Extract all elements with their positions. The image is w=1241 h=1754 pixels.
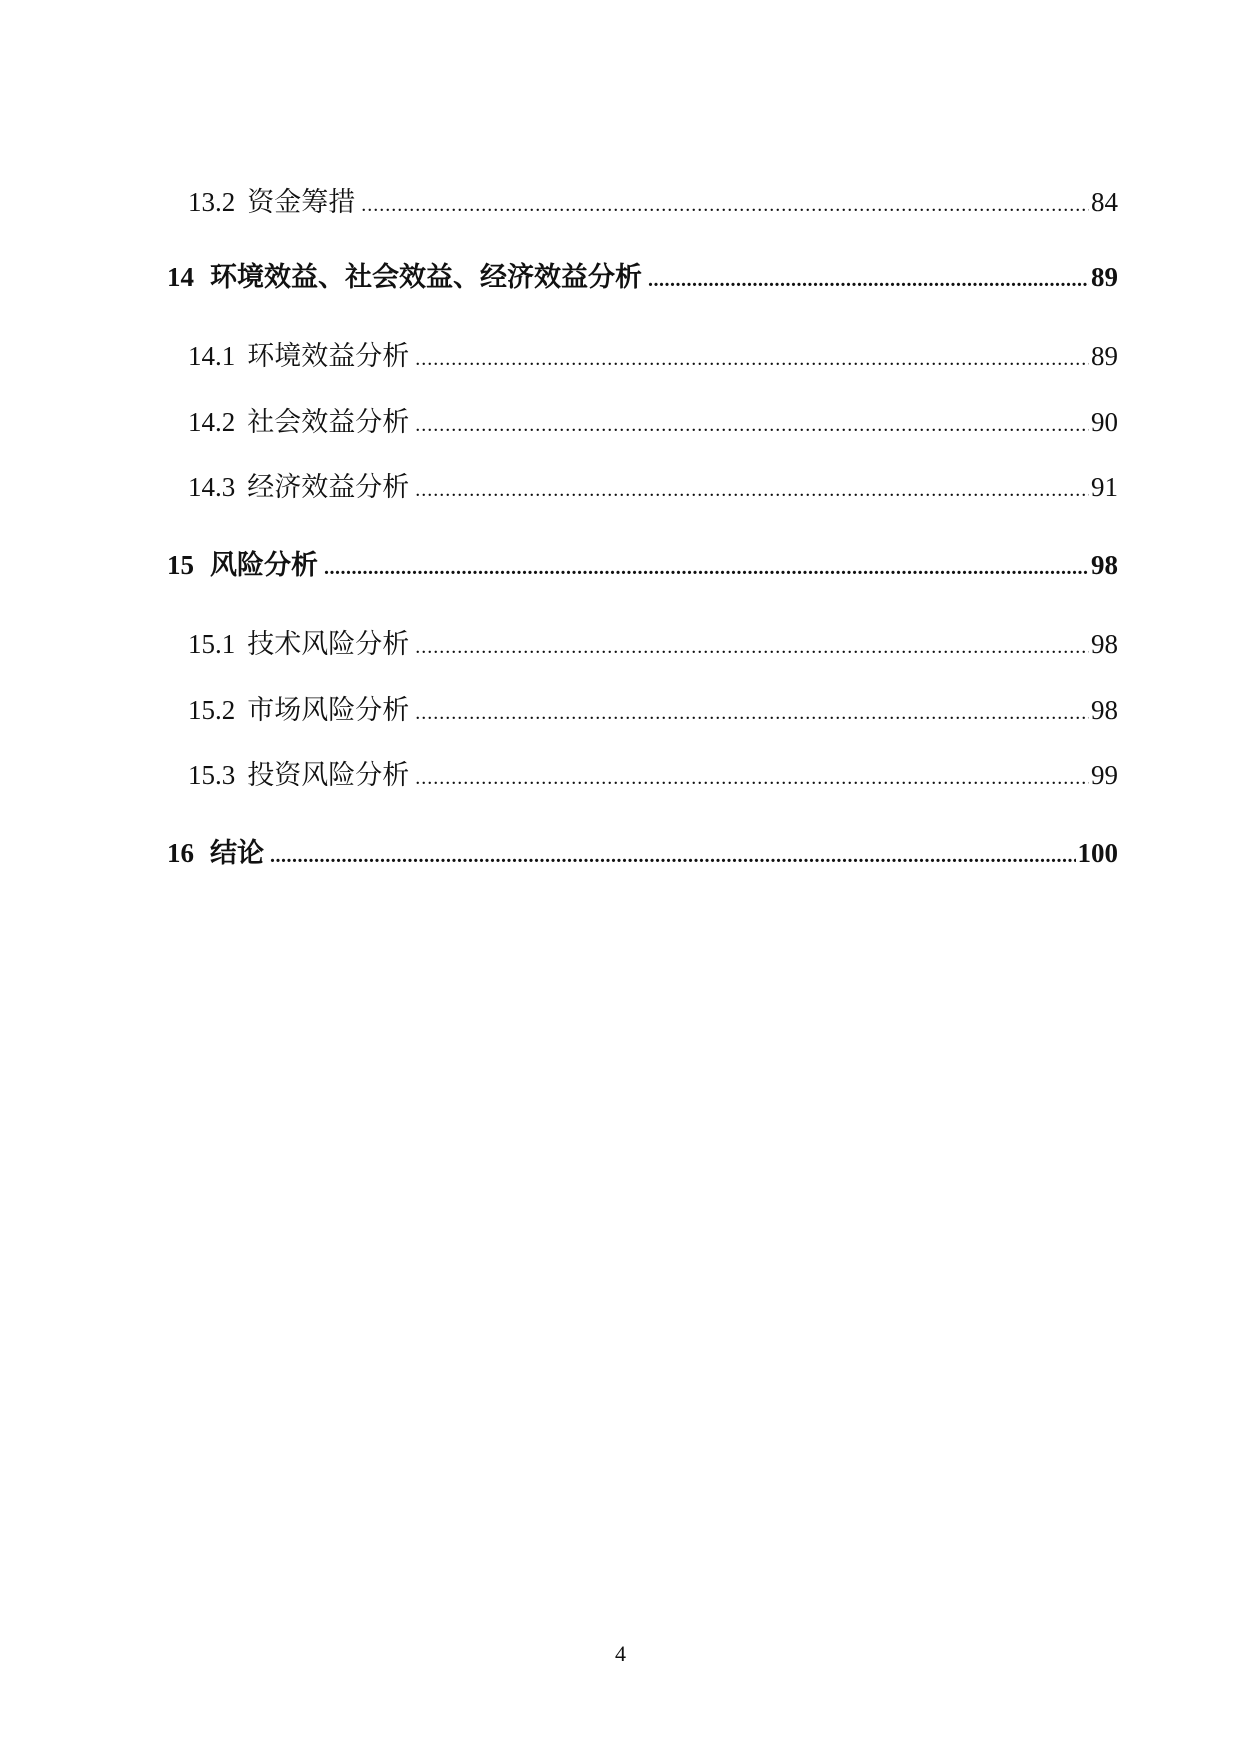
- toc-entry-page: 98: [1091, 550, 1118, 580]
- toc-entry-14-2[interactable]: [188, 404, 1118, 440]
- toc-entry-number: 13.2: [188, 187, 236, 217]
- toc-entry-title: 投资风险分析: [247, 760, 410, 790]
- toc-entry-15-2[interactable]: [188, 692, 1118, 728]
- toc-dot-leader: [415, 760, 1089, 796]
- page-number: 4: [615, 1641, 626, 1666]
- toc-entry-number: 16: [167, 838, 194, 868]
- toc-entry-page: 90: [1091, 407, 1118, 437]
- toc-entry-number: 15.1: [188, 629, 236, 659]
- toc-entry-page: 89: [1091, 262, 1118, 292]
- toc-entry-title: 经济效益分析: [247, 472, 410, 502]
- toc-entry-title: 社会效益分析: [247, 407, 410, 437]
- toc-entry-title: 环境效益、社会效益、经济效益分析: [210, 262, 642, 292]
- toc-entry-page: 98: [1091, 695, 1118, 725]
- toc-entry-page: 100: [1077, 838, 1118, 868]
- toc-dot-leader: [270, 838, 1076, 874]
- toc-entry-title: 风险分析: [210, 550, 318, 580]
- toc-entry-number: 15.3: [188, 760, 236, 790]
- toc-entry-page: 89: [1091, 341, 1118, 371]
- toc-dot-leader: [415, 629, 1089, 665]
- toc-entry-number: 14.2: [188, 407, 236, 437]
- toc-entry-14[interactable]: [167, 259, 1118, 295]
- toc-dot-leader: [324, 550, 1089, 586]
- toc-dot-leader: [648, 262, 1089, 298]
- toc-entry-16[interactable]: [167, 835, 1118, 871]
- toc-entry-page: 84: [1091, 187, 1118, 217]
- toc-dot-leader: [415, 341, 1089, 377]
- toc-entry-number: 14.1: [188, 341, 236, 371]
- toc-entry-13-2[interactable]: [188, 184, 1118, 220]
- toc-dot-leader: [361, 187, 1089, 223]
- toc-entry-number: 14.3: [188, 472, 236, 502]
- toc-entry-title: 资金筹措: [247, 187, 356, 217]
- toc-entry-number: 14: [167, 262, 194, 292]
- toc-entry-page: 91: [1091, 472, 1118, 502]
- toc-entry-14-1[interactable]: [188, 338, 1118, 374]
- toc-entry-title: 结论: [210, 838, 264, 868]
- toc-entry-15[interactable]: [167, 547, 1118, 583]
- toc-entry-number: 15: [167, 550, 194, 580]
- toc-entry-number: 15.2: [188, 695, 236, 725]
- toc-dot-leader: [415, 695, 1089, 731]
- toc-entry-14-3[interactable]: [188, 469, 1118, 505]
- toc-entry-title: 环境效益分析: [247, 341, 410, 371]
- toc-entry-page: 99: [1091, 760, 1118, 790]
- toc-entry-15-1[interactable]: [188, 626, 1118, 662]
- toc-entry-title: 技术风险分析: [247, 629, 410, 659]
- toc-dot-leader: [415, 472, 1089, 508]
- toc-entry-title: 市场风险分析: [247, 695, 410, 725]
- toc-entry-page: 98: [1091, 629, 1118, 659]
- toc-entry-15-3[interactable]: [188, 757, 1118, 793]
- toc-dot-leader: [415, 407, 1089, 443]
